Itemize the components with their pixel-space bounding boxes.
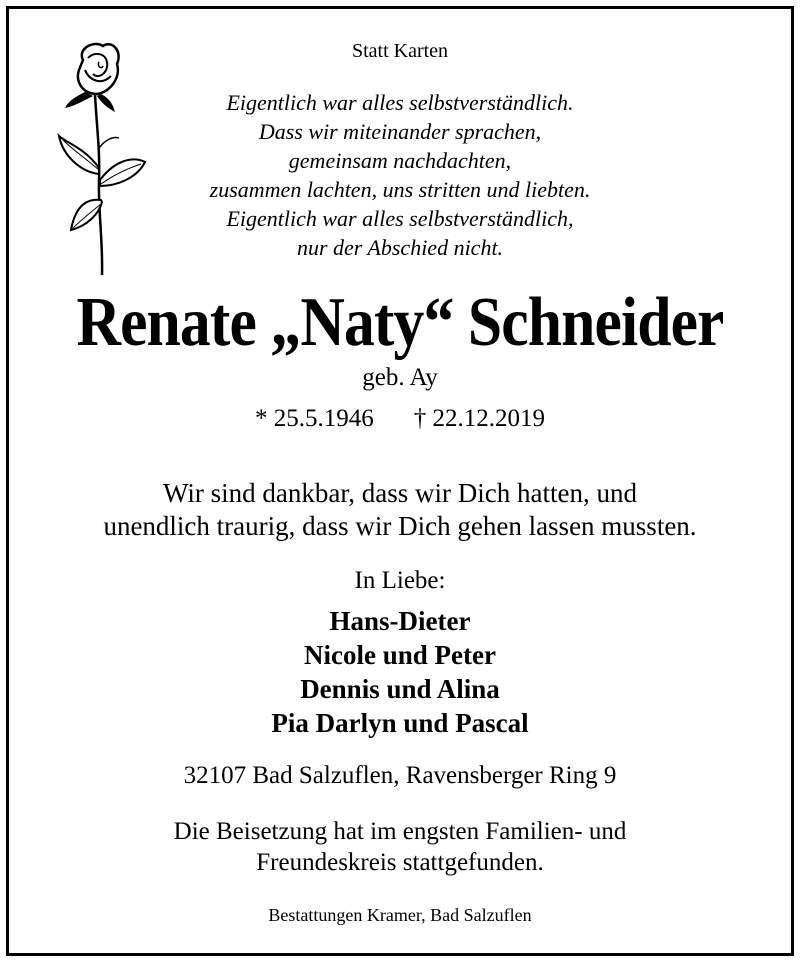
- poem: [0, 88, 800, 262]
- birth-name: geb. Ay: [362, 364, 438, 391]
- family-member: Dennis und Alina: [300, 674, 500, 704]
- deceased-name: Renate „Naty“ Schneider: [76, 284, 724, 361]
- poem-line: nur der Abschied nicht.: [296, 235, 504, 260]
- poem-line: gemeinsam nachdachten,: [288, 148, 512, 173]
- poem-line: Dass wir miteinander sprachen,: [258, 119, 542, 144]
- funeral-line: Freundeskreis stattgefunden.: [256, 849, 544, 876]
- family-list: [0, 604, 800, 740]
- funeral-line: Die Beisetzung hat im engsten Familien- und: [173, 818, 627, 845]
- poem-line: Eigentlich war alles selbstverständlich.: [226, 90, 574, 115]
- thanks-line: Wir sind dankbar, dass wir Dich hatten, und: [163, 478, 637, 508]
- poem-line: zusammen lachten, uns stritten und liebten.: [209, 177, 591, 202]
- undertaker: Bestattungen Kramer, Bad Salzuflen: [268, 905, 532, 925]
- header-statt-karten: Statt Karten: [351, 40, 449, 62]
- family-member: Pia Darlyn und Pascal: [271, 708, 529, 738]
- thanks-line: unendlich traurig, dass wir Dich gehen lassen mussten.: [103, 511, 697, 541]
- death-date: † 22.12.2019: [413, 405, 545, 432]
- birth-date: * 25.5.1946: [255, 405, 374, 432]
- life-dates: [0, 405, 800, 433]
- family-member: Hans-Dieter: [329, 606, 471, 636]
- in-love-label: In Liebe:: [354, 567, 446, 594]
- poem-line: Eigentlich war alles selbstverständlich,: [226, 206, 574, 231]
- family-member: Nicole und Peter: [304, 640, 496, 670]
- address: 32107 Bad Salzuflen, Ravensberger Ring 9: [183, 762, 617, 789]
- thanks-text: [0, 477, 800, 543]
- funeral-note: [0, 816, 800, 878]
